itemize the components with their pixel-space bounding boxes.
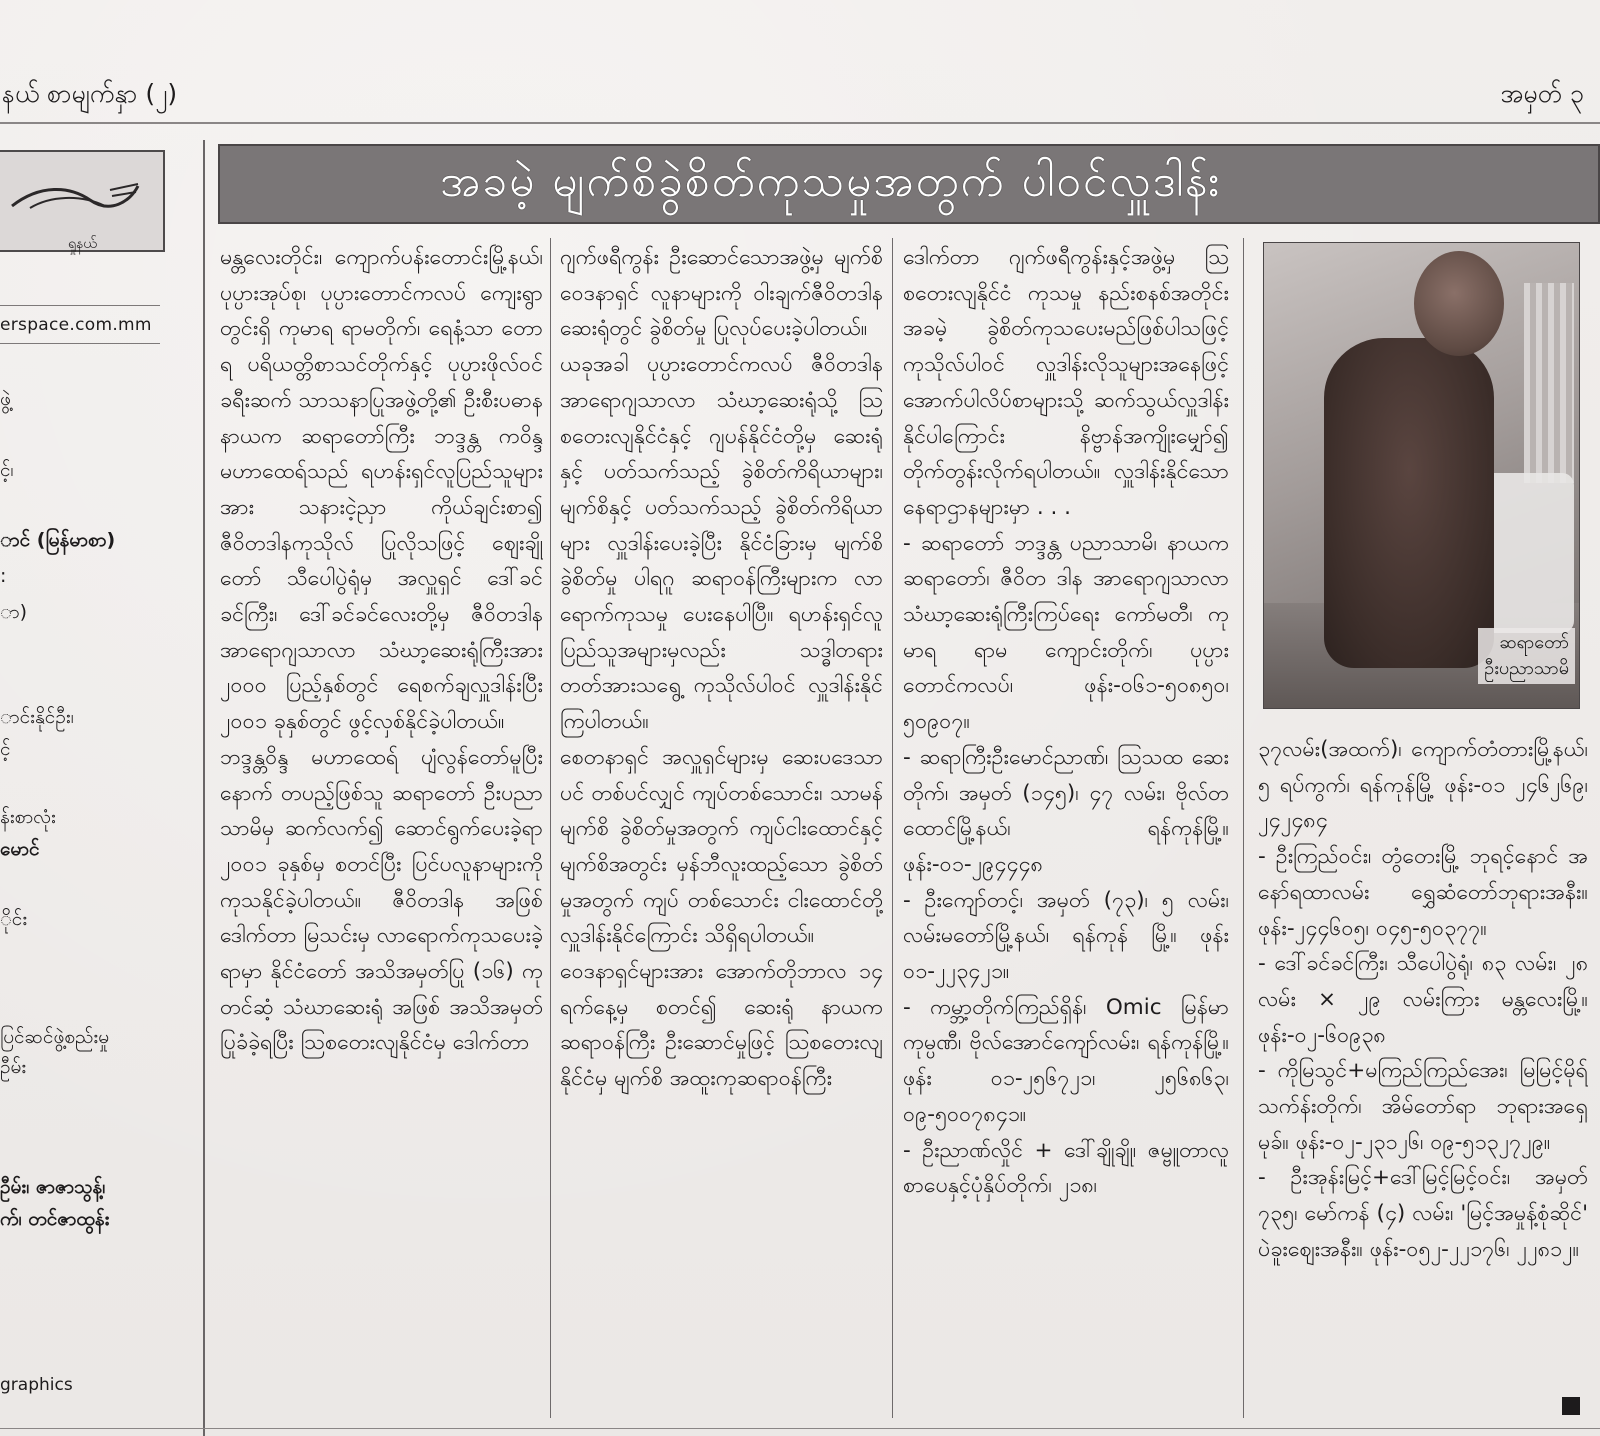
column-divider: [892, 238, 893, 1418]
photo-background: [1524, 283, 1574, 483]
paragraph: စေတနာရှင် အလှူရှင်များမှ ဆေးပဒေသာပင် တစ်ပင်လျှင် ကျပ်တစ်သောင်း၊ သာမန် မျက်စိ ခွဲစိတ်မှုအတွက် ကျပ်ငါးထောင်နှင့် မျက်စိအတွင်း မှန်ဘီလူးထည့်သော ခွဲစိတ်မှုအတွက် ကျပ် တစ်သောင်း ငါးထောင်တို့ လှူဒါန်းနိုင်ကြောင်း သိရှိရပါတယ်။: [560, 744, 883, 949]
article-column-4: [1258, 732, 1588, 1420]
staff-line: မောင်: [0, 838, 40, 860]
paragraph: ယခုအခါ ပုပ္ပားတောင်ကလပ် ဇီဝိတဒါန အာရောဂျသာလာ သံဃာ့ဆေးရုံသို့ ဩစတေးလျနိုင်ငံနှင့် ဂျပန်နိုင်ငံတို့မှ ဆေးရုံနှင့် ပတ်သက်သည့် ခွဲစိတ်ကိရိယာများ၊ မျက်စိနှင့် ပတ်သက်သည့် ခွဲစိတ်ကိရိယာများ လှူဒါန်းပေးခဲ့ပြီး နိုင်ငံခြားမှ မျက်စိခွဲစိတ်မှု ပါရဂူ ဆရာဝန်ကြီးများက လာရောက်ကုသမှု ပေးနေပါပြီ။ ရဟန်းရှင်လူ ပြည်သူအများမှလည်း သဒ္ဓါတရား တတ်အားသရွေ့ ကုသိုလ်ပါဝင် လှူဒါန်းနိုင်ကြပါတယ်။: [560, 352, 883, 735]
staff-line: င့်: [0, 738, 11, 760]
article-column-1: [220, 240, 543, 1420]
staff-line: င့်၊: [0, 459, 14, 481]
sidebar-footer: graphics: [0, 1375, 73, 1395]
photo-caption: [1478, 628, 1575, 684]
paragraph: ဘဒ္ဒန္တဝိန္ဒ မဟာထေရ် ပျံလွန်တော်မူပြီးနောက် တပည့်ဖြစ်သူ ဆရာတော် ဦးပညာသာမိမှ ဆက်လက်၍ ဆောင်ရွက်ပေးခဲ့ရာ ၂၀၀၁ ခုနှစ်မှ စတင်ပြီး ပြင်ပလူနာများကို ကုသနိုင်ခဲ့ပါတယ်။ ဇီဝိတဒါန အဖြစ်ဒေါက်တာ မြသင်းမှ လာရောက်ကုသပေးခဲ့ရာမှာ နိုင်ငံတော် အသိအမှတ်ပြု (၁၆) ကုတင်ဆံ့ သံဃာဆေးရုံ အဖြစ် အသိအမှတ် ပြုခံခဲ့ရပြီး ဩစတေးလျနိုင်ငံမှ ဒေါက်တာ: [220, 744, 543, 1056]
photo-figure-head: [1414, 251, 1504, 356]
contact-entry: - ဦးညာဏ်လှိုင် + ဒေါ်ချိုချို၊ ဇမ္ဗူတာလူစာပေနှင့်ပုံနှိပ်တိုက်၊ ၂၁၈၊: [903, 1137, 1229, 1199]
header-rule: [0, 122, 1600, 124]
page-section-label: နယ် စာမျက်နှာ (၂): [2, 79, 178, 108]
column-divider: [550, 238, 551, 1418]
contact-entry: - ဦးအုန်းမြင့်+ဒေါ်မြင့်မြင့်ဝင်း၊ အမှတ် ၇၃၅၊ မော်ကန် (၄) လမ်း၊ 'မြင့်အမှုန့်စုံဆိုင်' ပဲခူးဈေးအနီး။ ဖုန်း-၀၅၂-၂၂၁၇၆၊ ၂၂၈၁၂။: [1258, 1165, 1588, 1262]
section-divider: [203, 140, 205, 1436]
monk-photo: [1263, 242, 1580, 709]
staff-line: ပြင်ဆင်ဖွဲ့စည်းမှု: [0, 1026, 110, 1048]
sidebar-rule: [0, 305, 160, 306]
staff-line: ာင်းနိုင်ဦး၊: [0, 706, 74, 728]
contact-entry: - ဆရာကြီးဦးမောင်ညာဏ်၊ ဩသထ ဆေးတိုက်၊ အမှတ် (၁၄၅)၊ ၄၇ လမ်း၊ ဗိုလ်တထောင်မြို့နယ်၊ ရန်ကုန်မြို့။ ဖုန်း-၀၁-၂၉၄၄၄၈: [903, 744, 1229, 877]
contact-entry: - ကိုမြသွင်+မကြည်ကြည်အေး၊ မြမြင့်မိုရ်သက်န်းတိုက်၊ အိမ်တော်ရာ ဘုရားအရှေ့မုခ်။ ဖုန်း-၀၂-၂၃၁၂၆၊ ၀၉-၅၁၃၂၇၂၉။: [1258, 1058, 1588, 1155]
contact-entry: - ဆရာတော် ဘဒ္ဒန္တ ပညာသာမိ၊ နာယက ဆရာတော်၊ ဇီဝိတ ဒါန အာရောဂျသာလာ သံဃာ့ဆေးရုံကြီးကြပ်ရေး ကော်မတီ၊ ကုမာရ ရာမ ကျောင်းတိုက်၊ ပုပ္ပားတောင်ကလပ်၊ ဖုန်း-၀၆၁-၅၀၈၅၀၊ ၅၀၉၀၇။: [903, 530, 1229, 735]
caption-line: ဆရာတော်: [1499, 632, 1569, 653]
paragraph: မန္တလေးတိုင်း၊ ကျောက်ပန်းတောင်းမြို့နယ်၊ ပုပ္ပားအုပ်စု၊ ပုပ္ပားတောင်ကလပ် ကျေးရွာတွင်းရှိ ကုမာရ ရာမတိုက်၊ ရေနံ့သာ တောရ ပရိယတ္တိစာသင်တိုက်နှင့် ပုပ္ပားဖိုလ်ဝင် ခရီးဆက် သာသနာပြုအဖွဲ့တို့၏ ဦးစီးပဓာန နာယက ဆရာတော်ကြီး ဘဒ္ဒန္တ ကဝိန္ဒ မဟာထေရ်သည် ရဟန်းရှင်လူပြည်သူများအား သနားငဲ့ညှာ ကိုယ်ချင်းစာ၍ ဇီဝိတဒါနကုသိုလ် ပြုလိုသဖြင့် ဈေးချိုတော် သီပေါပွဲရုံမှ အလှူရှင် ဒေါ်ခင်ခင်ကြီး၊ ဒေါ်ခင်ခင်လေးတို့မှ ဇီဝိတဒါန အာရောဂျသာလာ သံဃာ့ဆေးရုံကြီးအား ၂၀၀၀ ပြည့်နှစ်တွင် ရေစက်ချလှူဒါန်းပြီး ၂၀၀၁ ခုနှစ်တွင် ဖွင့်လှစ်နိုင်ခဲ့ပါတယ်။: [220, 245, 543, 735]
contact-entry: - ကမ္ဘာ့တိုက်ကြည်ရှိန်၊ Omic မြန်မာ ကုမ္ပဏီ၊ ဗိုလ်အောင်ကျော်လမ်း၊ ရန်ကုန်မြို့။ ဖုန်း ၀၁-၂၅၆၇၂၁၊ ၂၅၆၈၆၃၊ ၀၉-၅၀၀၇၈၄၁။: [903, 994, 1229, 1127]
paragraph: ဒေါက်တာ ဂျက်ဖရီကွန်းနှင့်အဖွဲ့မှ ဩစတေးလျနိုင်ငံ ကုသမှု နည်းစနစ်အတိုင်း အခမဲ့ ခွဲစိတ်ကုသပေးမည်ဖြစ်ပါသဖြင့် ကုသိုလ်ပါဝင် လှူဒါန်းလိုသူများအနေဖြင့် အောက်ပါလိပ်စာများသို့ ဆက်သွယ်လှူဒါန်းနိုင်ပါကြောင်း နိဗ္ဗာန်အကျိုးမျှော်၍ တိုက်တွန်းလိုက်ရပါတယ်။ လှူဒါန်းနိုင်သော နေရာဌာနများမှာ . . .: [903, 245, 1229, 520]
article-title-banner: [218, 144, 1600, 224]
end-mark-icon: [1562, 1397, 1580, 1415]
article-column-3: [903, 240, 1229, 1420]
paragraph: ဂျက်ဖရီကွန်း ဦးဆောင်သောအဖွဲ့မှ မျက်စိဝေဒနာရှင် လူနာများကို ဝါးချက်ဇီဝိတဒါန ဆေးရုံတွင် ခွဲစိတ်မှု ပြုလုပ်ပေးခဲ့ပါတယ်။: [560, 245, 883, 342]
running-head: [0, 78, 1600, 118]
bird-logo-icon: [10, 182, 140, 212]
masthead-logo-box: [0, 150, 165, 252]
staff-line: ိုင်း: [0, 908, 28, 930]
staff-line: :: [0, 565, 7, 587]
staff-line: န်းစာလုံး: [0, 806, 56, 828]
photo-figure: [1324, 338, 1494, 668]
article-title: အခမဲ့ မျက်စိခွဲစိတ်ကုသမှုအတွက် ပါဝင်လှူဒါန်း: [440, 156, 1222, 207]
logo-caption: ရှုနယ်: [68, 236, 97, 252]
contact-entry: - ဒေါ်ခင်ခင်ကြီး၊ သီပေါပွဲရုံ၊ ၈၃ လမ်း၊ ၂၈ လမ်း × ၂၉ လမ်းကြား မန္တလေးမြို့။ ဖုန်း-၀၂-၆၀၉၃၈: [1258, 951, 1588, 1048]
staff-line: ဖွဲ့: [0, 388, 11, 410]
footer-rule: [0, 1428, 1600, 1429]
staff-line: က်၊ တင်ဇာထွန်း: [0, 1208, 110, 1230]
left-sidebar: [0, 125, 200, 1436]
contact-entry: ၃၇လမ်း(အထက်)၊ ကျောက်တံတားမြို့နယ်၊ ၅ ရပ်ကွက်၊ ရန်ကုန်မြို့ ဖုန်း-၀၁ ၂၄၆၂၆၉၊ ၂၄၂၄၈၄: [1258, 737, 1588, 834]
staff-line: ဦမ်း၊ ဇာဇာသွန့်၊: [0, 1176, 106, 1198]
issue-number: အမှတ် ၃: [1500, 79, 1584, 108]
article-column-2: [560, 240, 883, 1420]
sidebar-rule: [0, 343, 160, 344]
column-divider: [1243, 238, 1244, 1418]
paragraph: ဝေဒနာရှင်များအား အောက်တိုဘာလ ၁၄ ရက်နေ့မှ စတင်၍ ဆေးရုံ နာယက ဆရာဝန်ကြီး ဦးဆောင်မှုဖြင့် ဩစတေးလျနိုင်ငံမှ မျက်စိ အထူးကုဆရာဝန်ကြီး: [560, 959, 883, 1092]
staff-line: ာင် (မြန်မာစာ): [0, 529, 116, 551]
website-url: erspace.com.mm: [0, 315, 152, 335]
contact-entry: - ဦးကျော်တင့်၊ အမှတ် (၇၃)၊ ၅ လမ်း၊ လမ်းမတော်မြို့နယ်၊ ရန်ကုန် မြို့။ ဖုန်း ၀၁-၂၂၃၄၂၁။: [903, 887, 1229, 985]
staff-line: ာ): [0, 601, 28, 623]
caption-line: ဦးပညာသာမိ: [1484, 658, 1569, 679]
contact-entry: - ဦးကြည်ဝင်း၊ တွံတေးမြို့ ဘုရင့်နောင် အနော်ရထာလမ်း ရွှေဆံတော်ဘုရားအနီး။ ဖုန်း-၂၄၄၆၀၅၊ ၀၄၅-၅၀၃၇၇။: [1258, 844, 1588, 941]
staff-line: ဦမ်း: [0, 1056, 27, 1078]
